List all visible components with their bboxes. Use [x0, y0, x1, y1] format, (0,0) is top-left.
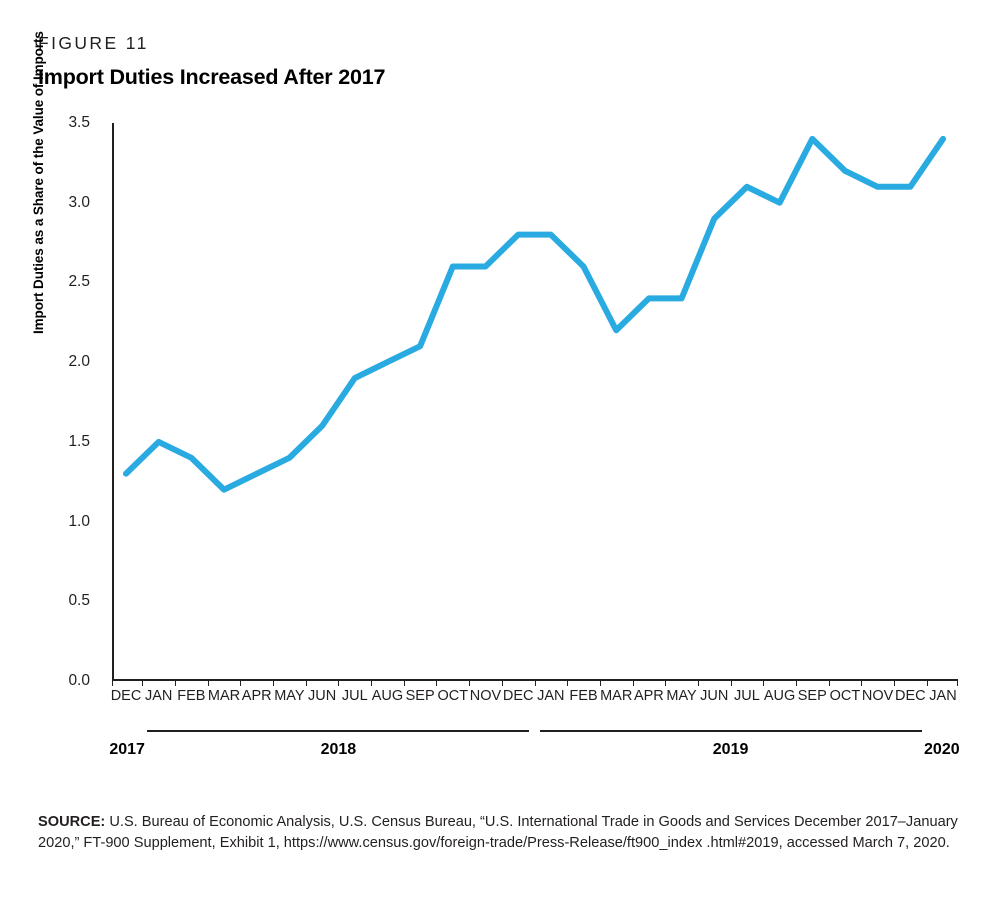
- x-axis-tick-label: MAY: [274, 688, 305, 704]
- x-axis-tick-label: APR: [633, 688, 664, 704]
- x-axis-tick-label: OCT: [829, 688, 861, 704]
- y-axis-tick-label: 2.0: [68, 353, 90, 371]
- x-axis-tick-label: JAN: [144, 688, 173, 704]
- x-axis-tick-label: OCT: [437, 688, 469, 704]
- x-axis-tick-label: JUL: [341, 688, 368, 704]
- year-group-label: 2020: [924, 741, 960, 758]
- year-group-label: 2018: [320, 741, 357, 758]
- y-axis-tick-label: 3.5: [68, 114, 90, 131]
- y-axis-tick-label: 0.5: [68, 592, 90, 610]
- x-axis-tick-label: FEB: [569, 688, 598, 704]
- x-axis-tick-label: MAY: [666, 688, 697, 704]
- year-group-rule: [147, 730, 529, 732]
- plot-area: [112, 123, 957, 681]
- year-group-label: 2019: [712, 741, 749, 758]
- x-axis-tick-label: JUN: [700, 688, 729, 704]
- x-axis-tick-label: JAN: [929, 688, 957, 704]
- line-series-import-duties: [112, 123, 957, 681]
- x-axis-tick-label: FEB: [177, 688, 206, 704]
- y-axis-tick-label: 2.5: [68, 273, 90, 291]
- x-axis-tick-label: DEC: [502, 688, 534, 704]
- source-text: U.S. Bureau of Economic Analysis, U.S. Census Bureau, “U.S. International Trade in Goods and Services December 2017–January 2020,” FT-900 Supplement, Exhibit 1, https://www.census.gov/foreign-trade/Press-Release/ft900_index .html#2019, accessed March 7, 2020.: [38, 814, 958, 852]
- y-axis-tick-label: 3.0: [68, 193, 90, 211]
- x-axis-tick-label: APR: [241, 688, 272, 704]
- page-title: Import Duties Increased After 2017: [38, 65, 386, 89]
- source-note: [38, 812, 968, 854]
- x-axis-tick-label: NOV: [469, 688, 502, 704]
- x-axis-tick-label: SEP: [405, 688, 435, 704]
- source-label: SOURCE:: [38, 814, 106, 830]
- x-axis-tick-label: JUL: [734, 688, 760, 704]
- y-axis-tick-label: 1.0: [68, 512, 90, 530]
- x-axis-tick-label: MAR: [207, 688, 241, 704]
- year-group-rule: [540, 730, 922, 732]
- y-axis-tick-label: 1.5: [68, 432, 90, 450]
- x-axis-tick-label: JAN: [537, 688, 565, 704]
- x-axis-tick-label: NOV: [861, 688, 894, 704]
- x-axis-tick-label: JUN: [307, 688, 337, 704]
- x-axis-tick-label: AUG: [763, 688, 796, 704]
- x-axis-tick-label: AUG: [371, 688, 404, 704]
- x-axis-tick-label: SEP: [797, 688, 827, 704]
- x-axis-tick-label: MAR: [600, 688, 633, 704]
- y-axis-tick-label: 0.0: [68, 672, 90, 689]
- figure-number: FIGURE 11: [38, 33, 149, 53]
- x-axis-tick-label: DEC: [110, 688, 142, 704]
- x-axis-tick-label: DEC: [895, 688, 926, 704]
- x-axis-tickmark: [957, 679, 958, 686]
- year-group-label: 2017: [109, 741, 145, 758]
- y-axis-label: Import Duties as a Share of the Value of Imports: [31, 31, 46, 334]
- y-axis-tick-labels: [44, 105, 90, 689]
